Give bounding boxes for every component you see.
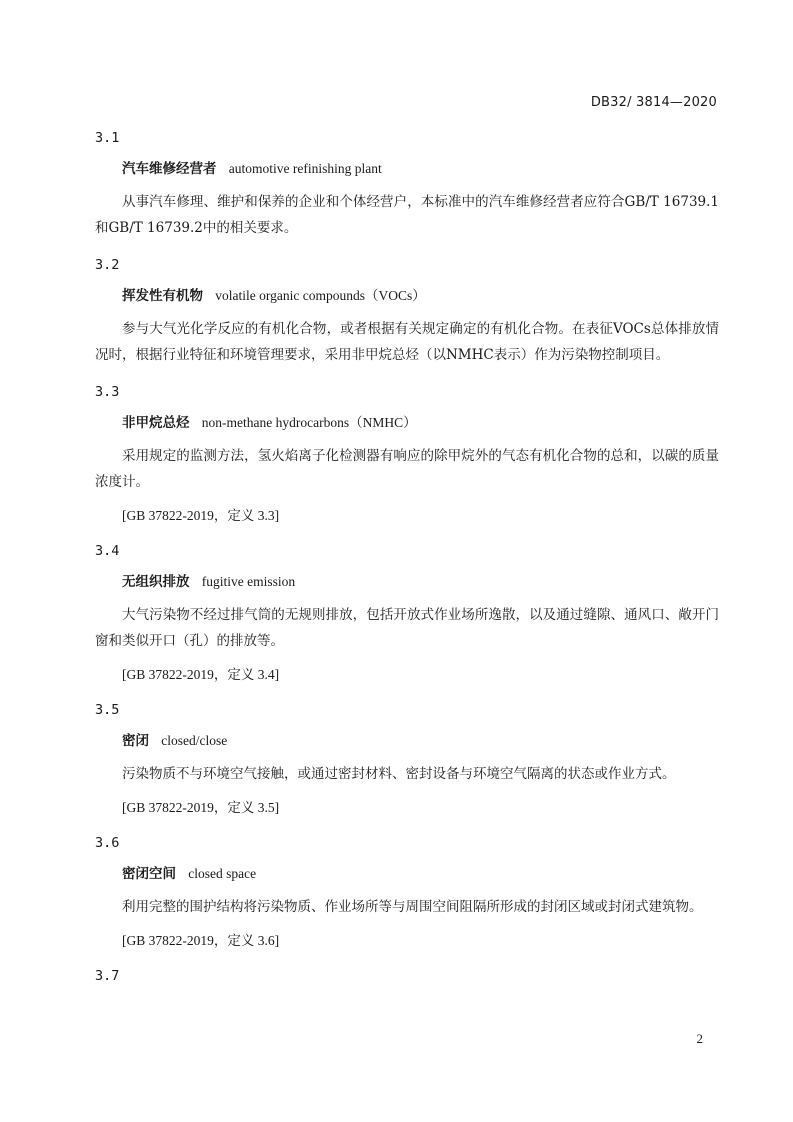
clause-number: 3.1	[95, 130, 120, 146]
term-chinese: 密闭空间	[122, 866, 176, 882]
term-reference: [GB 37822-2019，定义 3.5]	[122, 800, 280, 815]
document-id-header: DB32/ 3814—2020	[590, 95, 717, 110]
term-chinese: 非甲烷总烃	[122, 415, 190, 431]
clause-number: 3.3	[95, 384, 120, 400]
term-heading	[95, 159, 719, 179]
term-chinese: 密闭	[122, 733, 149, 749]
term-english: volatile organic compounds（VOCs）	[215, 288, 426, 303]
term-heading	[95, 731, 719, 751]
page-number: 2	[696, 1031, 703, 1046]
clause-3-7	[95, 964, 719, 988]
clause-3-4	[95, 539, 719, 686]
term-heading	[95, 286, 719, 306]
term-english: fugitive emission	[201, 574, 296, 589]
term-english: automotive refinishing plant	[228, 161, 382, 176]
term-definition: 大气污染物不经过排气筒的无规则排放，包括开放式作业场所逸散，以及通过缝隙、通风口、敞开门窗和类似开口（孔）的排放等。	[95, 607, 719, 649]
document-body	[95, 126, 719, 1000]
term-chinese: 挥发性有机物	[122, 288, 203, 304]
term-reference: [GB 37822-2019，定义 3.4]	[122, 667, 280, 682]
clause-3-2	[95, 253, 719, 368]
term-heading	[95, 572, 719, 592]
term-reference: [GB 37822-2019，定义 3.3]	[122, 508, 280, 523]
clause-number: 3.5	[95, 702, 120, 718]
term-english: closed/close	[161, 733, 228, 748]
term-heading	[95, 413, 719, 433]
clause-3-5	[95, 698, 719, 819]
clause-3-3	[95, 380, 719, 527]
term-definition: 从事汽车修理、维护和保养的企业和个体经营户，本标准中的汽车维修经营者应符合GB/T 16739.1和GB/T 16739.2中的相关要求。	[95, 194, 719, 236]
clause-number: 3.7	[95, 968, 120, 984]
clause-3-6	[95, 831, 719, 952]
term-definition: 参与大气光化学反应的有机化合物，或者根据有关规定确定的有机化合物。在表征VOCs总体排放情况时，根据行业特征和环境管理要求，采用非甲烷总烃（以NMHC表示）作为污染物控制项目。	[95, 321, 719, 363]
clause-number: 3.6	[95, 835, 120, 851]
term-reference: [GB 37822-2019，定义 3.6]	[122, 933, 280, 948]
term-definition: 污染物质不与环境空气接触，或通过密封材料、密封设备与环境空气隔离的状态或作业方式。	[122, 766, 676, 782]
clause-number: 3.4	[95, 543, 120, 559]
term-chinese: 汽车维修经营者	[122, 161, 217, 177]
term-english: closed space	[188, 866, 257, 881]
term-definition: 利用完整的围护结构将污染物质、作业场所等与周围空间阻隔所形成的封闭区域或封闭式建筑物。	[122, 899, 703, 915]
term-definition: 采用规定的监测方法，氢火焰离子化检测器有响应的除甲烷外的气态有机化合物的总和，以碳的质量浓度计。	[95, 448, 719, 490]
term-chinese: 无组织排放	[122, 574, 190, 590]
clause-3-1	[95, 126, 719, 241]
clause-number: 3.2	[95, 257, 120, 273]
term-heading	[95, 864, 719, 884]
term-english: non-methane hydrocarbons（NMHC）	[201, 415, 417, 430]
